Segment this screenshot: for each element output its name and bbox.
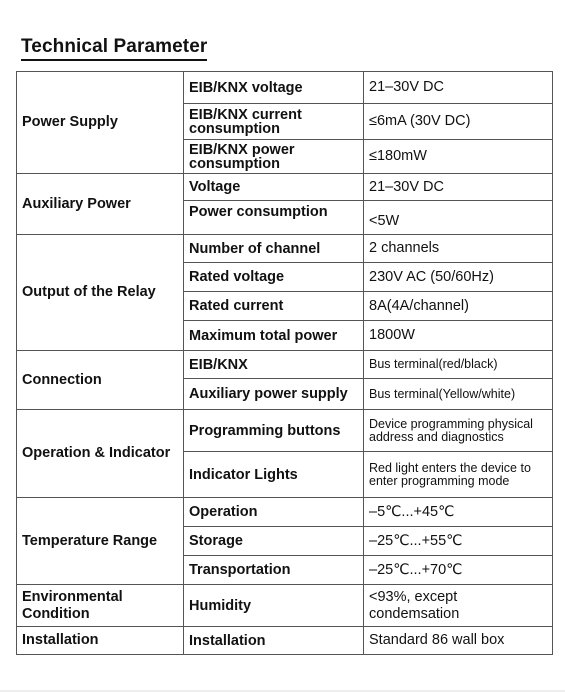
param-label: Rated voltage bbox=[184, 263, 364, 292]
param-value: <5W bbox=[364, 201, 553, 235]
param-value: –5℃...+45℃ bbox=[364, 498, 553, 527]
param-label: EIB/KNX bbox=[184, 351, 364, 379]
param-label: Power consumption bbox=[184, 201, 364, 235]
table-row bbox=[17, 410, 553, 452]
param-label: Humidity bbox=[184, 585, 364, 627]
param-value: 2 channels bbox=[364, 235, 553, 263]
table-row bbox=[17, 351, 553, 379]
group-label-operation-indicator: Operation & Indicator bbox=[17, 410, 184, 498]
param-value: Red light enters the device to enter programming mode bbox=[364, 452, 553, 498]
param-value: Standard 86 wall box bbox=[364, 627, 553, 655]
param-label: Programming buttons bbox=[184, 410, 364, 452]
param-value: Bus terminal(red/black) bbox=[364, 351, 553, 379]
table-row bbox=[17, 174, 553, 201]
param-value: <93%, except condemsation bbox=[364, 585, 553, 627]
param-value: 1800W bbox=[364, 321, 553, 351]
group-label-environmental-condition: Environmental Condition bbox=[17, 585, 184, 627]
param-label: EIB/KNX current consumption bbox=[184, 104, 364, 140]
param-value: 21–30V DC bbox=[364, 174, 553, 201]
param-value: ≤6mA (30V DC) bbox=[364, 104, 553, 140]
table-row bbox=[17, 627, 553, 655]
group-label-installation: Installation bbox=[17, 627, 184, 655]
group-label-temperature-range: Temperature Range bbox=[17, 498, 184, 585]
param-label: EIB/KNX voltage bbox=[184, 72, 364, 104]
param-value: Bus terminal(Yellow/white) bbox=[364, 379, 553, 410]
param-label: Number of channel bbox=[184, 235, 364, 263]
param-label: Installation bbox=[184, 627, 364, 655]
param-value: 8A(4A/channel) bbox=[364, 292, 553, 321]
param-label: Indicator Lights bbox=[184, 452, 364, 498]
param-value: Device programming physical address and diagnostics bbox=[364, 410, 553, 452]
param-label: Maximum total power bbox=[184, 321, 364, 351]
param-label: Transportation bbox=[184, 556, 364, 585]
table-row bbox=[17, 498, 553, 527]
group-label-connection: Connection bbox=[17, 351, 184, 410]
param-value: –25℃...+55℃ bbox=[364, 527, 553, 556]
table-row bbox=[17, 235, 553, 263]
param-value: 21–30V DC bbox=[364, 72, 553, 104]
param-label: Storage bbox=[184, 527, 364, 556]
spec-table bbox=[16, 71, 553, 655]
param-value: 230V AC (50/60Hz) bbox=[364, 263, 553, 292]
param-value: –25℃...+70℃ bbox=[364, 556, 553, 585]
param-label: EIB/KNX power consumption bbox=[184, 140, 364, 174]
group-label-output-relay: Output of the Relay bbox=[17, 235, 184, 351]
table-row bbox=[17, 585, 553, 627]
table-row bbox=[17, 72, 553, 104]
group-label-power-supply: Power Supply bbox=[17, 72, 184, 174]
param-value: ≤180mW bbox=[364, 140, 553, 174]
group-label-auxiliary-power: Auxiliary Power bbox=[17, 174, 184, 235]
param-label: Operation bbox=[184, 498, 364, 527]
page-title: Technical Parameter bbox=[21, 36, 207, 61]
param-label: Rated current bbox=[184, 292, 364, 321]
param-label: Auxiliary power supply bbox=[184, 379, 364, 410]
param-label: Voltage bbox=[184, 174, 364, 201]
